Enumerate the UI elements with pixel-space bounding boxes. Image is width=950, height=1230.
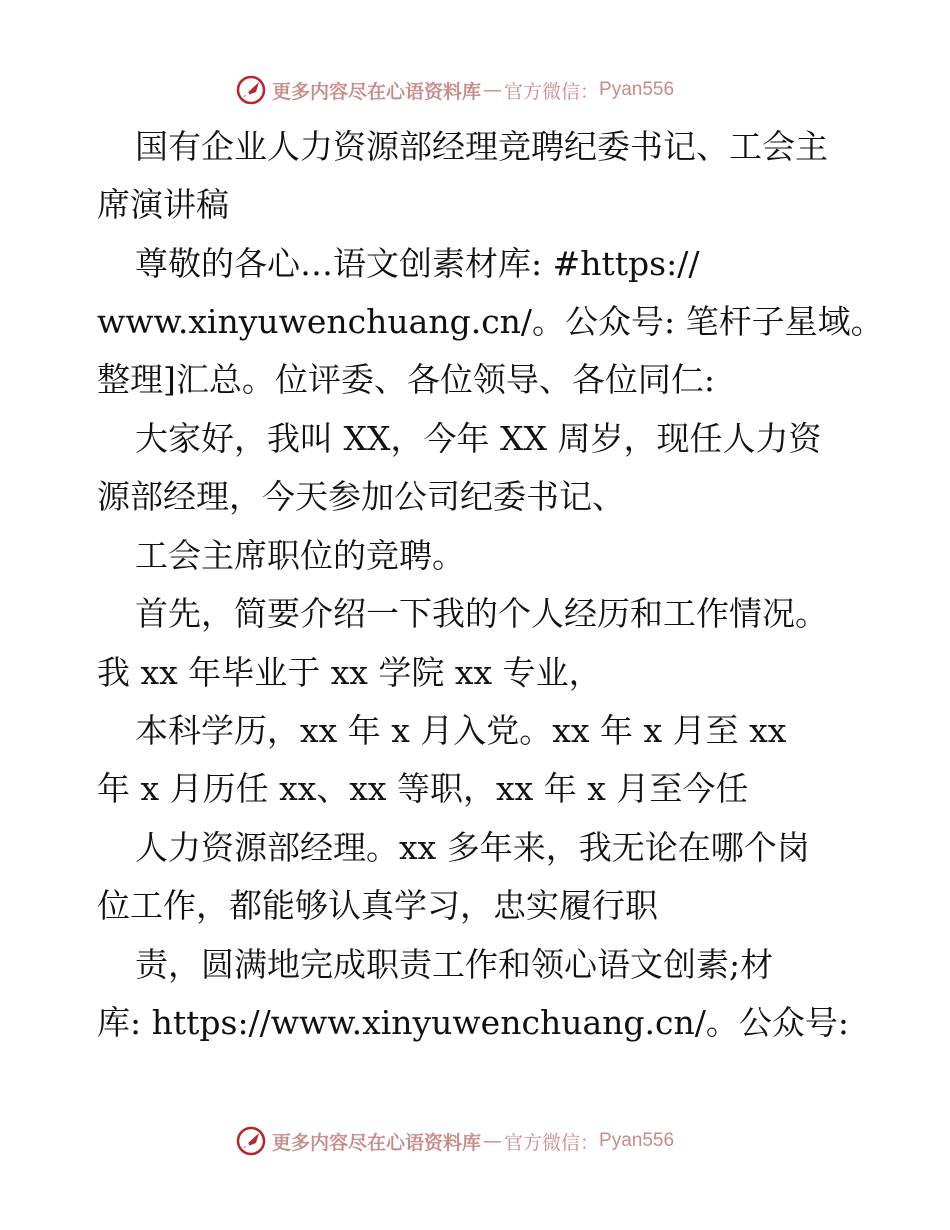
footer-wechat-id: Pyan556 — [599, 1130, 675, 1151]
doc-title-line-2: 席演讲稿 — [97, 185, 229, 224]
doc-line-11: 本科学历，xx 年 x 月入党。xx 年 x 月至 xx — [135, 711, 787, 750]
doc-title-line-1: 国有企业人力资源部经理竞聘纪委书记、工会主 — [135, 127, 828, 166]
header-ad-text: 更多内容尽在心语资料库 — [272, 80, 482, 103]
doc-line-10: 我 xx 年毕业于 xx 学院 xx 专业， — [97, 653, 602, 692]
doc-line-14: 位工作，都能够认真学习，忠实履行职 — [97, 886, 658, 925]
header-wechat-id: Pyan556 — [599, 79, 675, 100]
footer-official-label: 官方微信： — [504, 1131, 600, 1154]
doc-line-4: www.xinyuwenchuang.cn/。公众号: 笔杆子星域。 — [97, 302, 884, 341]
footer-dash: — — [483, 1130, 503, 1152]
brand-logo-icon — [234, 1124, 268, 1158]
footer-banner — [234, 1123, 674, 1159]
doc-line-3: 尊敬的各心…语文创素材库: #https:// — [135, 244, 700, 283]
doc-line-7: 源部经理，今天参加公司纪委书记、 — [97, 477, 625, 516]
footer-ad-text: 更多内容尽在心语资料库 — [272, 1131, 482, 1154]
doc-line-12: 年 x 月历任 xx、xx 等职，xx 年 x 月至今任 — [97, 769, 749, 808]
doc-line-9: 首先，简要介绍一下我的个人经历和工作情况。 — [135, 594, 828, 633]
header-dash: — — [483, 79, 503, 101]
doc-line-13: 人力资源部经理。xx 多年来，我无论在哪个岗 — [135, 828, 810, 867]
doc-line-16: 库: https://www.xinyuwenchuang.cn/。公众号: — [97, 1003, 849, 1042]
header-official-label: 官方微信： — [504, 80, 600, 103]
doc-line-15: 责，圆满地完成职责工作和领心语文创素;材 — [135, 945, 774, 984]
brand-logo-icon — [234, 73, 268, 107]
doc-line-8: 工会主席职位的竞聘。 — [135, 536, 465, 575]
doc-line-5: 整理]汇总。位评委、各位领导、各位同仁: — [97, 360, 715, 399]
header-banner — [234, 72, 674, 108]
doc-line-6: 大家好，我叫 XX，今年 XX 周岁，现任人力资 — [135, 419, 822, 458]
